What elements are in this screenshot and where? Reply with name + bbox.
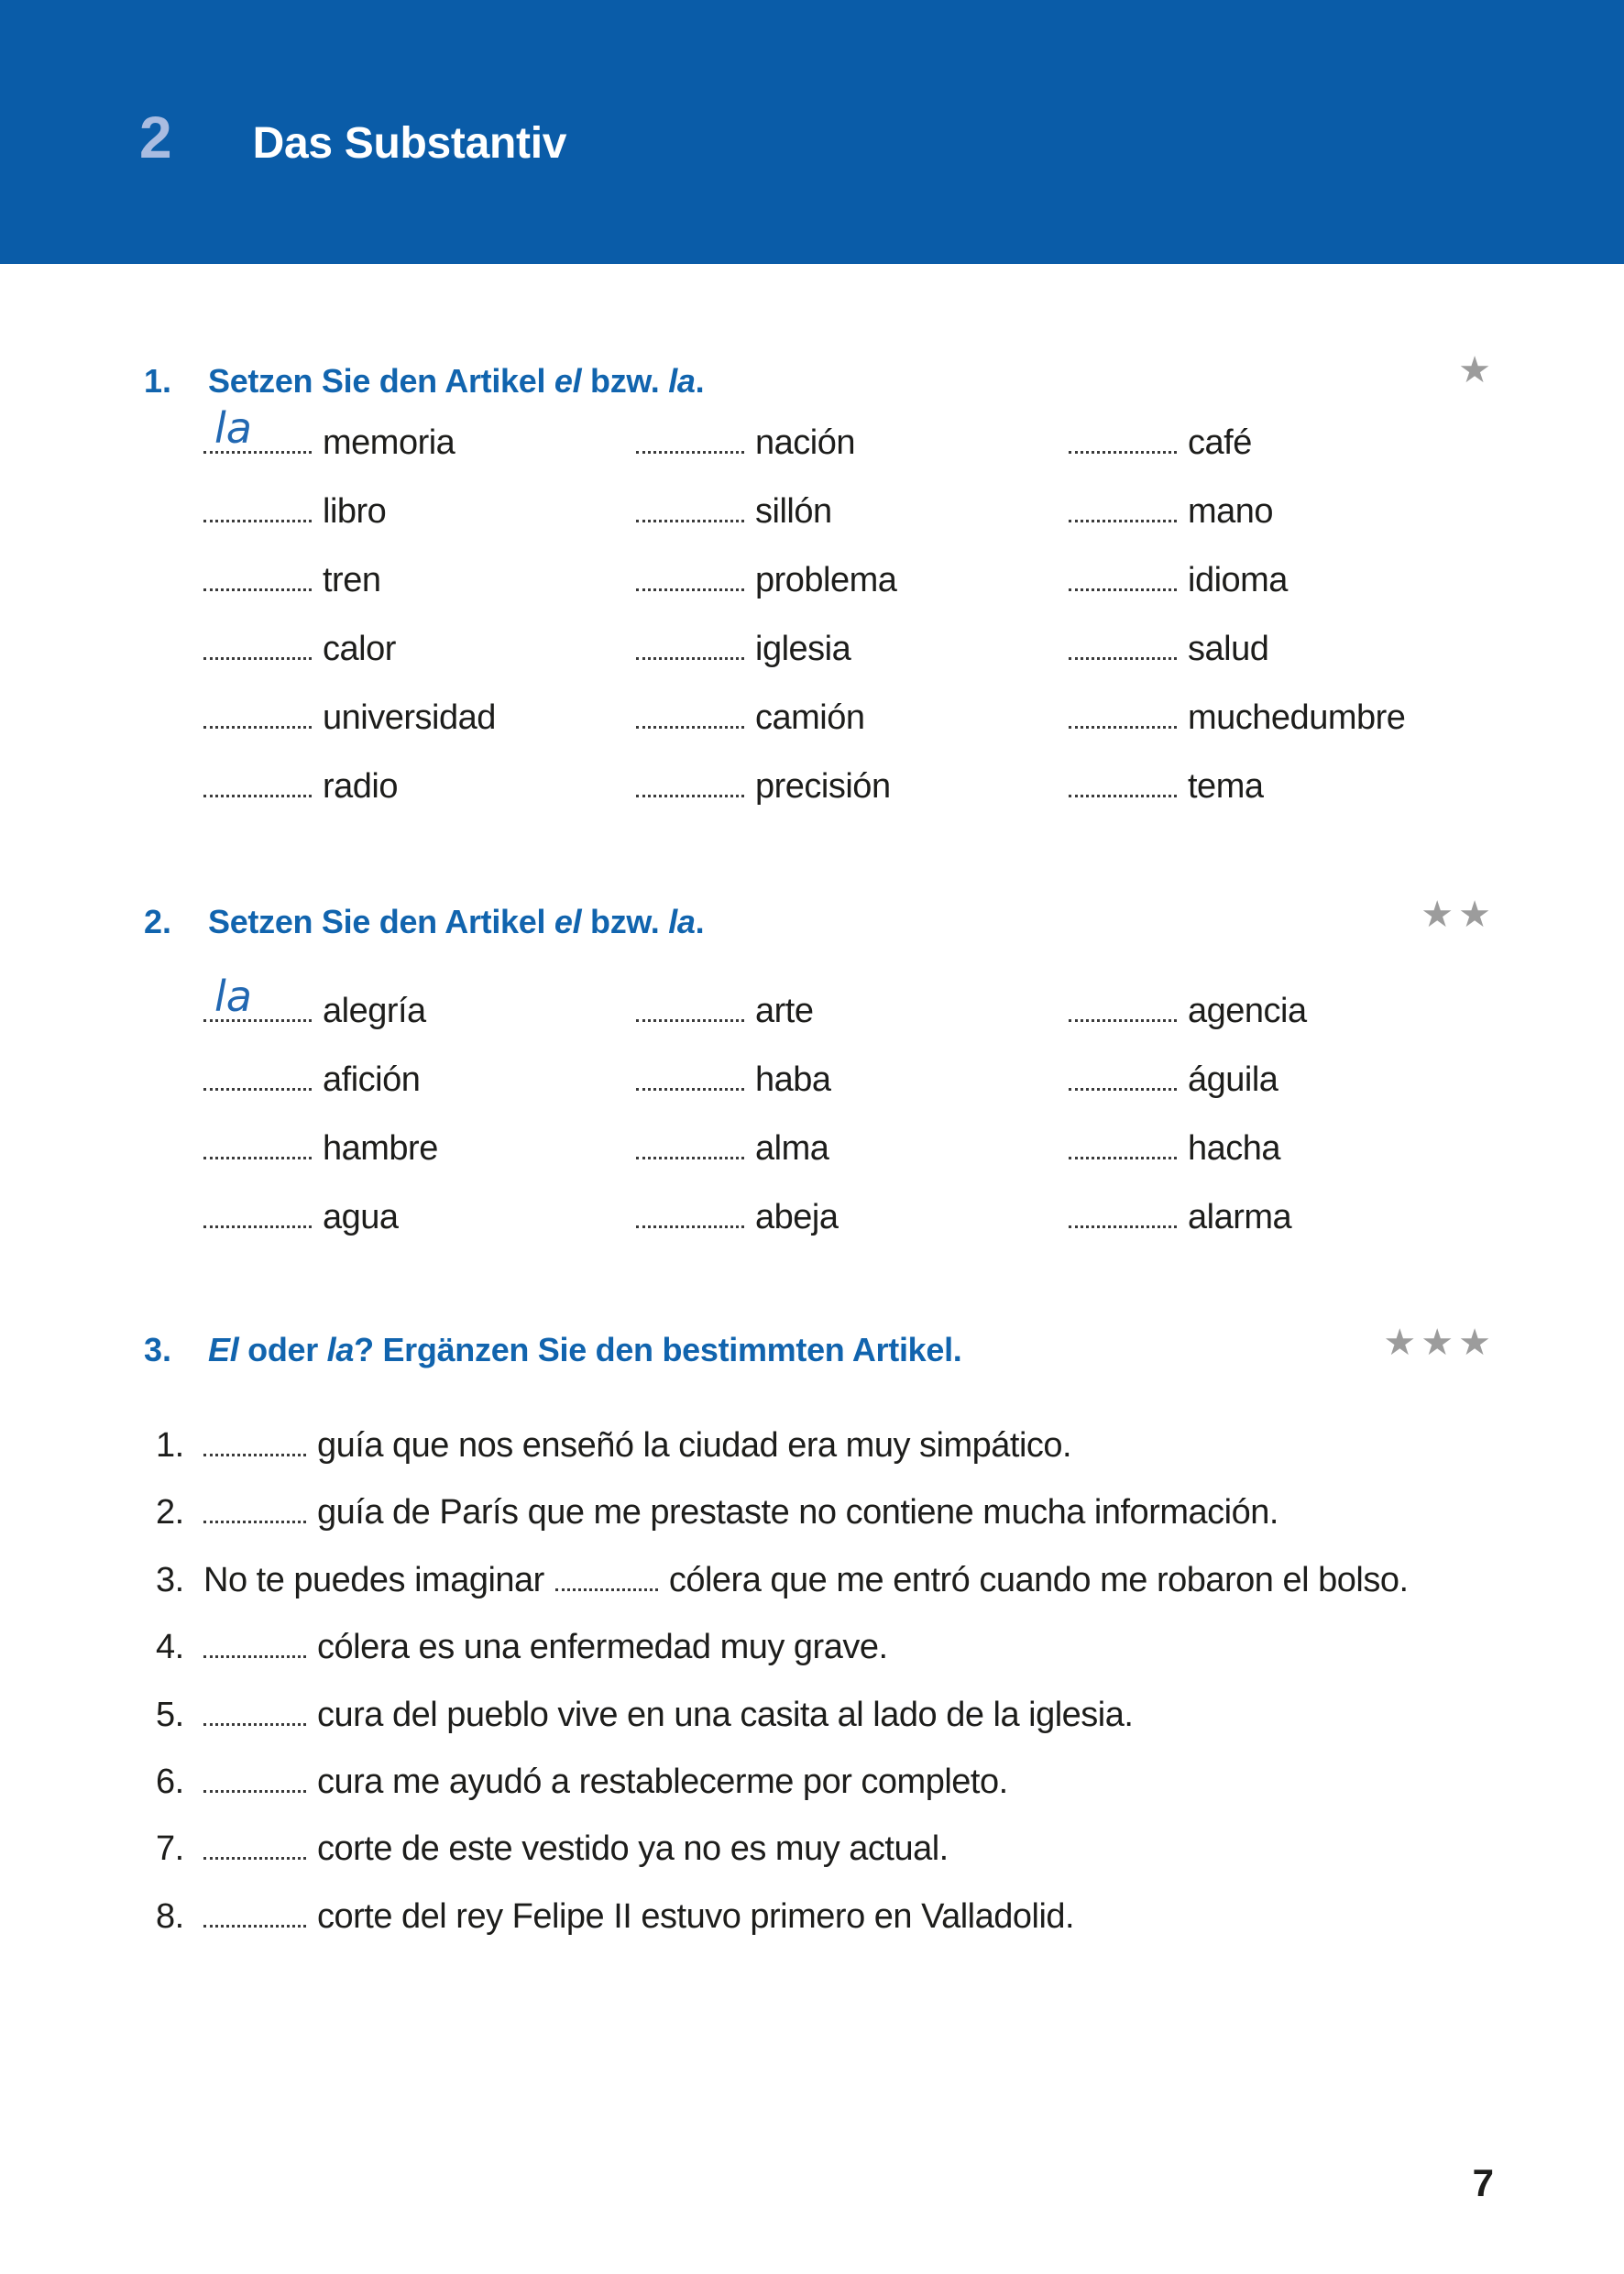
vocab-cell: [203, 684, 636, 753]
item-number: 6.: [156, 1762, 184, 1801]
vocab-cell: [1069, 684, 1505, 753]
fill-blank: [203, 520, 312, 522]
sentence-post: guía que nos enseñó la ciudad era muy simpático.: [317, 1426, 1072, 1465]
exercise-2-title: [208, 902, 704, 941]
fill-blank: [203, 1157, 312, 1159]
sentence-item: [156, 1479, 1503, 1546]
chapter-title: Das Substantiv: [252, 119, 567, 168]
vocab-word: café: [1188, 423, 1252, 462]
fill-blank: [1069, 1019, 1177, 1022]
vocab-word: camión: [755, 698, 865, 737]
fill-blank: [203, 588, 312, 591]
vocab-cell: [203, 546, 636, 615]
sentence-post: cólera es una enfermedad muy grave.: [317, 1628, 888, 1667]
vocab-cell: [203, 1046, 636, 1115]
item-number: 7.: [156, 1829, 184, 1869]
item-number: 8.: [156, 1896, 184, 1936]
fill-blank: [636, 1157, 744, 1159]
vocab-cell: [203, 1183, 636, 1252]
fill-blank: [1069, 1088, 1177, 1091]
page-number: 7: [1472, 2161, 1494, 2204]
exercise-3-title: [208, 1330, 962, 1369]
fill-blank: [636, 726, 744, 729]
sentence-pre: No te puedes imaginar: [203, 1560, 544, 1599]
vocab-word: libro: [323, 492, 387, 531]
vocab-word: alarma: [1188, 1198, 1292, 1236]
sentence-post: cólera que me entró cuando me robaron el bolso.: [668, 1560, 1409, 1599]
difficulty-stars-1: ★: [1458, 350, 1496, 390]
exercise-2-word-grid: [203, 972, 1505, 1252]
fill-blank: [203, 1925, 306, 1928]
fill-blank: [203, 726, 312, 729]
vocab-cell: [636, 753, 1069, 821]
fill-blank: [1069, 1225, 1177, 1228]
fill-blank: [636, 520, 744, 522]
sentence-item: [156, 1412, 1503, 1479]
vocab-cell: [636, 478, 1069, 546]
title-text: bzw.: [581, 903, 669, 940]
difficulty-stars-2: ★★: [1421, 895, 1496, 935]
fill-blank: [1069, 657, 1177, 660]
chapter-number: 2: [139, 104, 172, 170]
vocab-word: tema: [1188, 767, 1264, 806]
item-number: 2.: [156, 1493, 184, 1532]
exercise-1-word-grid: [203, 403, 1505, 821]
fill-blank: [555, 1588, 658, 1591]
handwritten-answer: la: [214, 972, 252, 1021]
vocab-word: alegría: [323, 992, 426, 1030]
vocab-word: universidad: [323, 698, 496, 737]
vocab-word: nación: [755, 423, 855, 462]
vocab-word: sillón: [755, 492, 832, 531]
vocab-cell: [1069, 753, 1505, 821]
sentence-item: [156, 1614, 1503, 1681]
vocab-cell: [203, 403, 636, 478]
fill-blank: [203, 795, 312, 797]
fill-blank: [1069, 726, 1177, 729]
title-italic: el: [554, 903, 582, 940]
fill-blank: [636, 657, 744, 660]
fill-blank: [636, 1019, 744, 1022]
vocab-word: memoria: [323, 423, 455, 462]
vocab-word: salud: [1188, 630, 1269, 668]
fill-blank: [203, 1454, 306, 1456]
sentence-post: corte de este vestido ya no es muy actual.: [317, 1829, 949, 1869]
sentence-item: [156, 1682, 1503, 1749]
title-italic: El: [208, 1331, 239, 1368]
chapter-header-band: [0, 0, 1624, 264]
handwritten-answer: la: [214, 403, 252, 453]
item-number: 5.: [156, 1695, 184, 1734]
vocab-word: arte: [755, 992, 814, 1030]
vocab-word: tren: [323, 561, 381, 599]
sentence-post: cura del pueblo vive en una casita al lado de la iglesia.: [317, 1695, 1134, 1734]
vocab-word: problema: [755, 561, 897, 599]
exercise-3-heading: [0, 1330, 1624, 1374]
vocab-word: afición: [323, 1060, 421, 1099]
vocab-word: agua: [323, 1198, 399, 1236]
vocab-cell: [636, 615, 1069, 684]
vocab-cell: [203, 753, 636, 821]
exercise-1-title: [208, 361, 704, 401]
fill-blank: [203, 1857, 306, 1860]
fill-blank: [1069, 451, 1177, 454]
title-text: .: [695, 903, 705, 940]
sentence-item: [156, 1884, 1503, 1950]
item-number: 1.: [156, 1426, 184, 1465]
fill-blank: [636, 1088, 744, 1091]
vocab-word: idioma: [1188, 561, 1288, 599]
title-text: Setzen Sie den Artikel: [208, 903, 554, 940]
fill-blank: [1069, 795, 1177, 797]
fill-blank: [636, 451, 744, 454]
vocab-cell: [1069, 1046, 1505, 1115]
vocab-cell: [636, 546, 1069, 615]
vocab-word: iglesia: [755, 630, 851, 668]
sentence-item: [156, 1547, 1503, 1614]
fill-blank: [203, 1088, 312, 1091]
chapter-header-inner: [0, 0, 1624, 170]
vocab-word: alma: [755, 1129, 829, 1168]
title-italic: la: [668, 362, 696, 400]
sentence-post: corte del rey Felipe II estuvo primero en Valladolid.: [317, 1896, 1075, 1936]
vocab-cell: [636, 1183, 1069, 1252]
difficulty-stars-3: ★★★: [1383, 1323, 1496, 1363]
fill-blank: [203, 1655, 306, 1658]
vocab-cell: [1069, 1183, 1505, 1252]
vocab-word: hacha: [1188, 1129, 1281, 1168]
vocab-cell: [203, 615, 636, 684]
vocab-cell: [1069, 478, 1505, 546]
vocab-cell: [203, 1115, 636, 1183]
vocab-cell: [636, 684, 1069, 753]
vocab-cell: [1069, 1115, 1505, 1183]
title-text: .: [695, 362, 705, 400]
title-text: Setzen Sie den Artikel: [208, 362, 554, 400]
vocab-word: agencia: [1188, 992, 1307, 1030]
exercise-3-sentence-list: [156, 1412, 1503, 1950]
fill-blank: [1069, 1157, 1177, 1159]
fill-blank: [636, 1225, 744, 1228]
fill-blank: [636, 795, 744, 797]
vocab-word: hambre: [323, 1129, 438, 1168]
vocab-cell: [1069, 977, 1505, 1046]
vocab-cell: [1069, 615, 1505, 684]
title-italic: la: [668, 903, 696, 940]
fill-blank: [203, 1790, 306, 1793]
vocab-cell: [636, 1046, 1069, 1115]
exercise-3-number: 3.: [144, 1331, 172, 1368]
sentence-item: [156, 1749, 1503, 1816]
exercise-2-heading: [0, 902, 1624, 946]
vocab-word: calor: [323, 630, 396, 668]
fill-blank: [1069, 520, 1177, 522]
vocab-word: muchedumbre: [1188, 698, 1406, 737]
vocab-cell: [636, 409, 1069, 478]
title-text: bzw.: [581, 362, 669, 400]
vocab-word: radio: [323, 767, 398, 806]
vocab-word: águila: [1188, 1060, 1278, 1099]
vocab-cell: [203, 478, 636, 546]
title-italic: el: [554, 362, 582, 400]
sentence-post: cura me ayudó a restablecerme por completo.: [317, 1762, 1008, 1801]
vocab-cell: [1069, 546, 1505, 615]
vocab-word: precisión: [755, 767, 891, 806]
fill-blank: [636, 588, 744, 591]
fill-blank: [203, 1723, 306, 1726]
sentence-post: guía de París que me prestaste no contiene mucha información.: [317, 1493, 1278, 1532]
title-text: ? Ergänzen Sie den bestimmten Artikel.: [354, 1331, 962, 1368]
sentence-item: [156, 1816, 1503, 1883]
exercise-1-number: 1.: [144, 362, 172, 400]
vocab-word: mano: [1188, 492, 1274, 531]
exercise-1-heading: [0, 361, 1624, 405]
exercise-2-number: 2.: [144, 903, 172, 940]
vocab-word: abeja: [755, 1198, 839, 1236]
vocab-cell: [636, 1115, 1069, 1183]
fill-blank: [203, 972, 312, 1022]
vocab-cell: [636, 977, 1069, 1046]
fill-blank: [1069, 588, 1177, 591]
fill-blank: [203, 1521, 306, 1523]
title-text: oder: [238, 1331, 327, 1368]
title-italic: la: [326, 1331, 355, 1368]
vocab-cell: [203, 972, 636, 1046]
vocab-cell: [1069, 409, 1505, 478]
item-number: 3.: [156, 1560, 184, 1599]
fill-blank: [203, 657, 312, 660]
vocab-word: haba: [755, 1060, 831, 1099]
item-number: 4.: [156, 1628, 184, 1667]
fill-blank: [203, 1225, 312, 1228]
fill-blank: [203, 403, 312, 454]
